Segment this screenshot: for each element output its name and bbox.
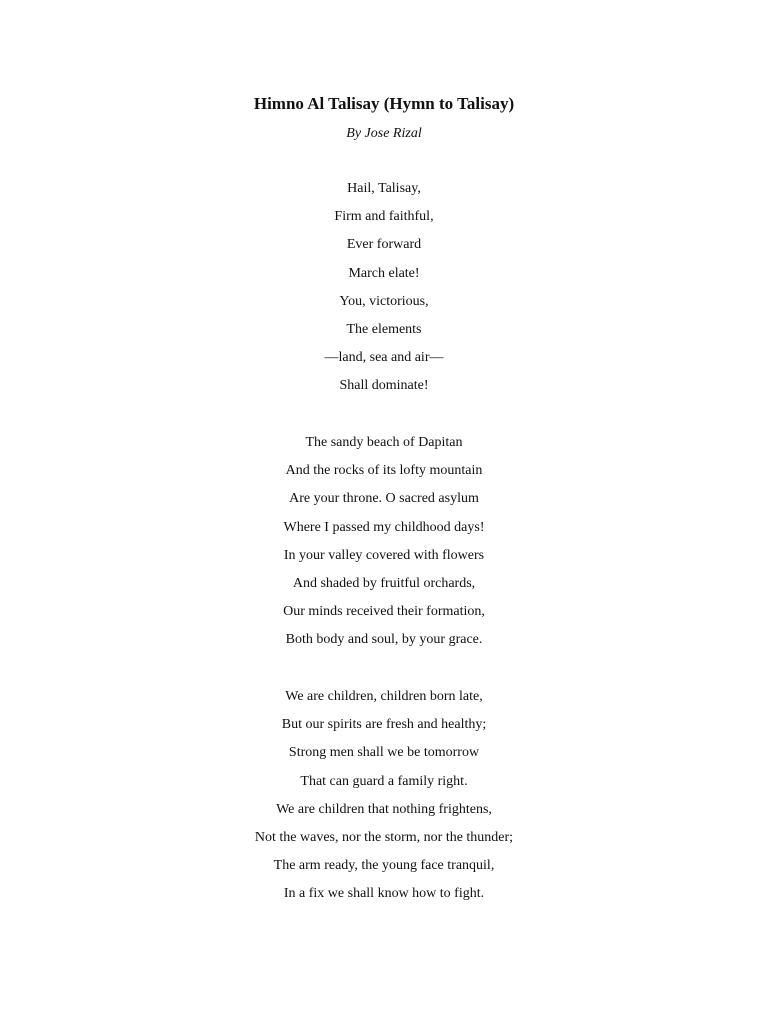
poem-line: We are children that nothing frightens, — [276, 801, 492, 817]
poem-line: The elements — [346, 321, 422, 337]
poem-line: Our minds received their formation, — [283, 604, 485, 620]
poem-line: Strong men shall we be tomorrow — [288, 745, 480, 761]
poem-line: In a fix we shall know how to fight. — [283, 886, 485, 902]
poem-line: Are your throne. O sacred asylum — [289, 491, 479, 507]
poem-line: Not the waves, nor the storm, nor the thunder; — [254, 829, 514, 845]
poem-line: We are children, children born late, — [285, 689, 483, 704]
stanza-1 — [0, 175, 768, 401]
poem-line: The arm ready, the young face tranquil, — [273, 858, 495, 874]
poem-line: Shall dominate! — [339, 378, 429, 394]
poem-line: You, victorious, — [339, 293, 429, 309]
poem-line: Hail, Talisay, — [347, 181, 421, 196]
poem-line: Firm and faithful, — [334, 209, 434, 225]
poem-line: Ever forward — [346, 237, 422, 253]
stanza-2 — [0, 429, 768, 655]
poem-line: —land, sea and air— — [324, 350, 444, 366]
poem-line: And shaded by fruitful orchards, — [292, 575, 476, 591]
poem-line: In your valley covered with flowers — [283, 547, 485, 563]
poem-line: March elate! — [348, 265, 420, 281]
poem-line: That can guard a family right. — [300, 773, 468, 789]
poem-line: Both body and soul, by your grace. — [285, 632, 483, 648]
poem-line: But our spirits are fresh and healthy; — [281, 717, 487, 733]
stanza-3 — [0, 683, 768, 909]
poem-line: The sandy beach of Dapitan — [305, 435, 463, 450]
poem-line: And the rocks of its lofty mountain — [285, 463, 483, 479]
poem-title: Himno Al Talisay (Hymn to Talisay) — [253, 94, 515, 113]
poem-line: Where I passed my childhood days! — [283, 519, 485, 535]
poem-author: By Jose Rizal — [346, 126, 422, 141]
